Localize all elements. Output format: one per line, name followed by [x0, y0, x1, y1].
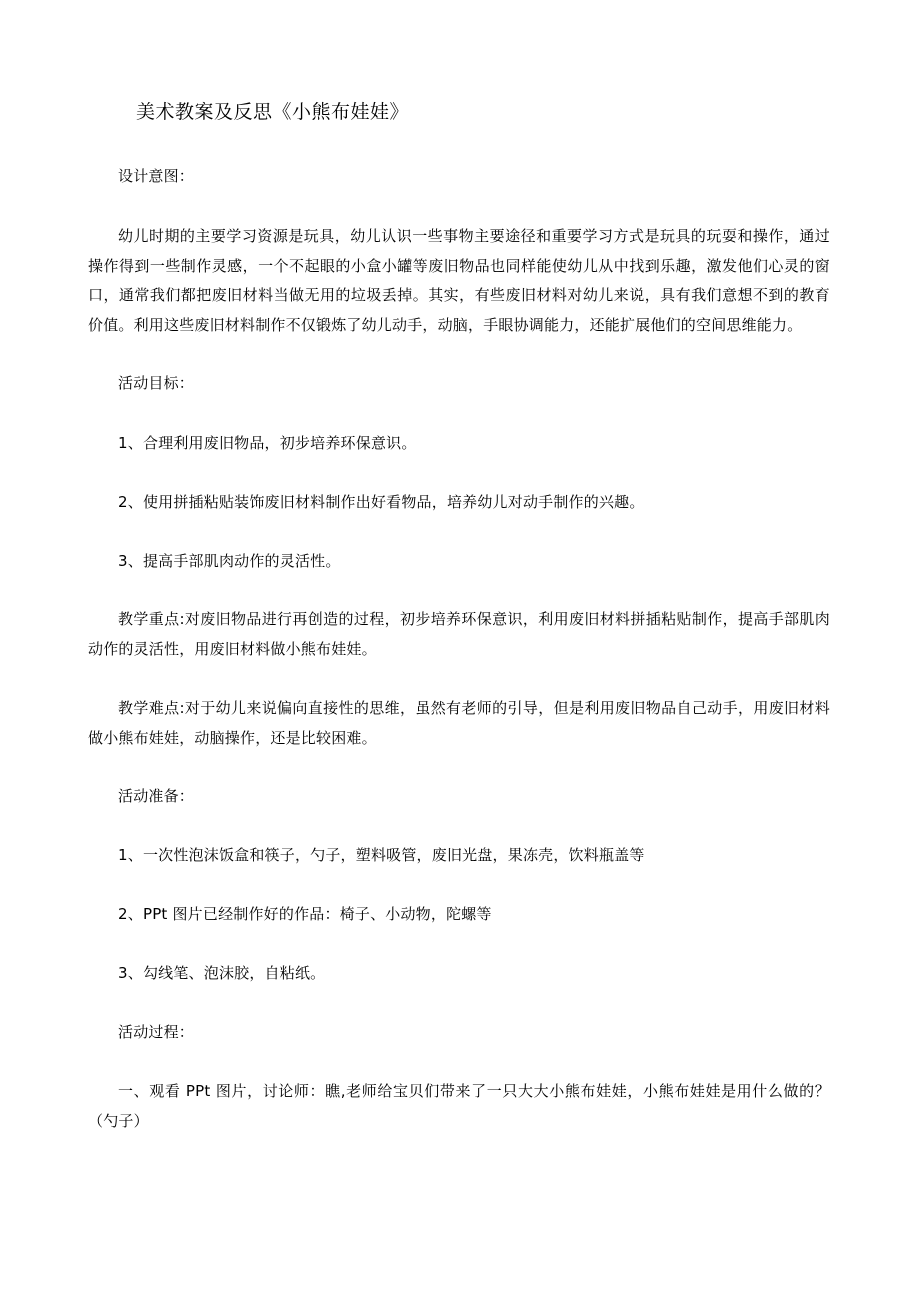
- process-heading: 活动过程：: [118, 1023, 195, 1041]
- prep-item-2: 2、PPt 图片已经制作好的作品：椅子、小动物，陀螺等: [118, 905, 492, 923]
- design-intent-text: 幼儿时期的主要学习资源是玩具，幼儿认识一些事物主要途径和重要学习方式是玩具的玩耍和操作，通过操作得到一些制作灵感，一个不起眼的小盒小罐等废旧物品也同样能使幼儿从中找到乐趣，激发他们心灵的窗口，通常我们都把废旧材料当做无用的垃圾丢掉。其实，有些废旧材料对幼儿来说，具有我们意想不到的教育价值。利用这些废旧材料制作不仅锻炼了幼儿动手，动脑，手眼协调能力，还能扩展他们的空间思维能力。: [88, 227, 830, 334]
- design-intent-heading: 设计意图：: [118, 167, 195, 185]
- prep-item-3: 3、勾线笔、泡沫胶，自粘纸。: [118, 964, 326, 982]
- process-step-1-text: 一、观看 PPt 图片，讨论师：瞧,老师给宝贝们带来了一只大大小熊布娃娃，小熊布娃娃是用什么做的？（勺子）: [88, 1082, 830, 1130]
- difficulty-text: 教学难点:对于幼儿来说偏向直接性的思维，虽然有老师的引导，但是利用废旧物品自己动手，用废旧材料做小熊布娃娃，动脑操作，还是比较困难。: [88, 699, 830, 747]
- process-step-paragraph: [88, 1077, 830, 1136]
- key-point-text: 教学重点:对废旧物品进行再创造的过程，初步培养环保意识，利用废旧材料拼插粘贴制作，提高手部肌肉动作的灵活性，用废旧材料做小熊布娃娃。: [88, 610, 830, 658]
- goals-heading: 活动目标：: [118, 374, 195, 392]
- goal-item-1: 1、合理利用废旧物品，初步培养环保意识。: [118, 434, 417, 452]
- prep-heading: 活动准备：: [118, 787, 195, 805]
- prep-item-1: 1、一次性泡沫饭盒和筷子，勺子，塑料吸管，废旧光盘，果冻壳，饮料瓶盖等: [118, 846, 645, 864]
- goal-item-2: 2、使用拼插粘贴装饰废旧材料制作出好看物品，培养幼儿对动手制作的兴趣。: [118, 493, 645, 511]
- document-title: 美术教案及反思《小熊布娃娃》: [136, 101, 410, 123]
- design-intent-paragraph: [88, 222, 830, 340]
- key-point-paragraph: [88, 605, 830, 664]
- goal-item-3: 3、提高手部肌肉动作的灵活性。: [118, 552, 341, 570]
- difficulty-paragraph: [88, 694, 830, 753]
